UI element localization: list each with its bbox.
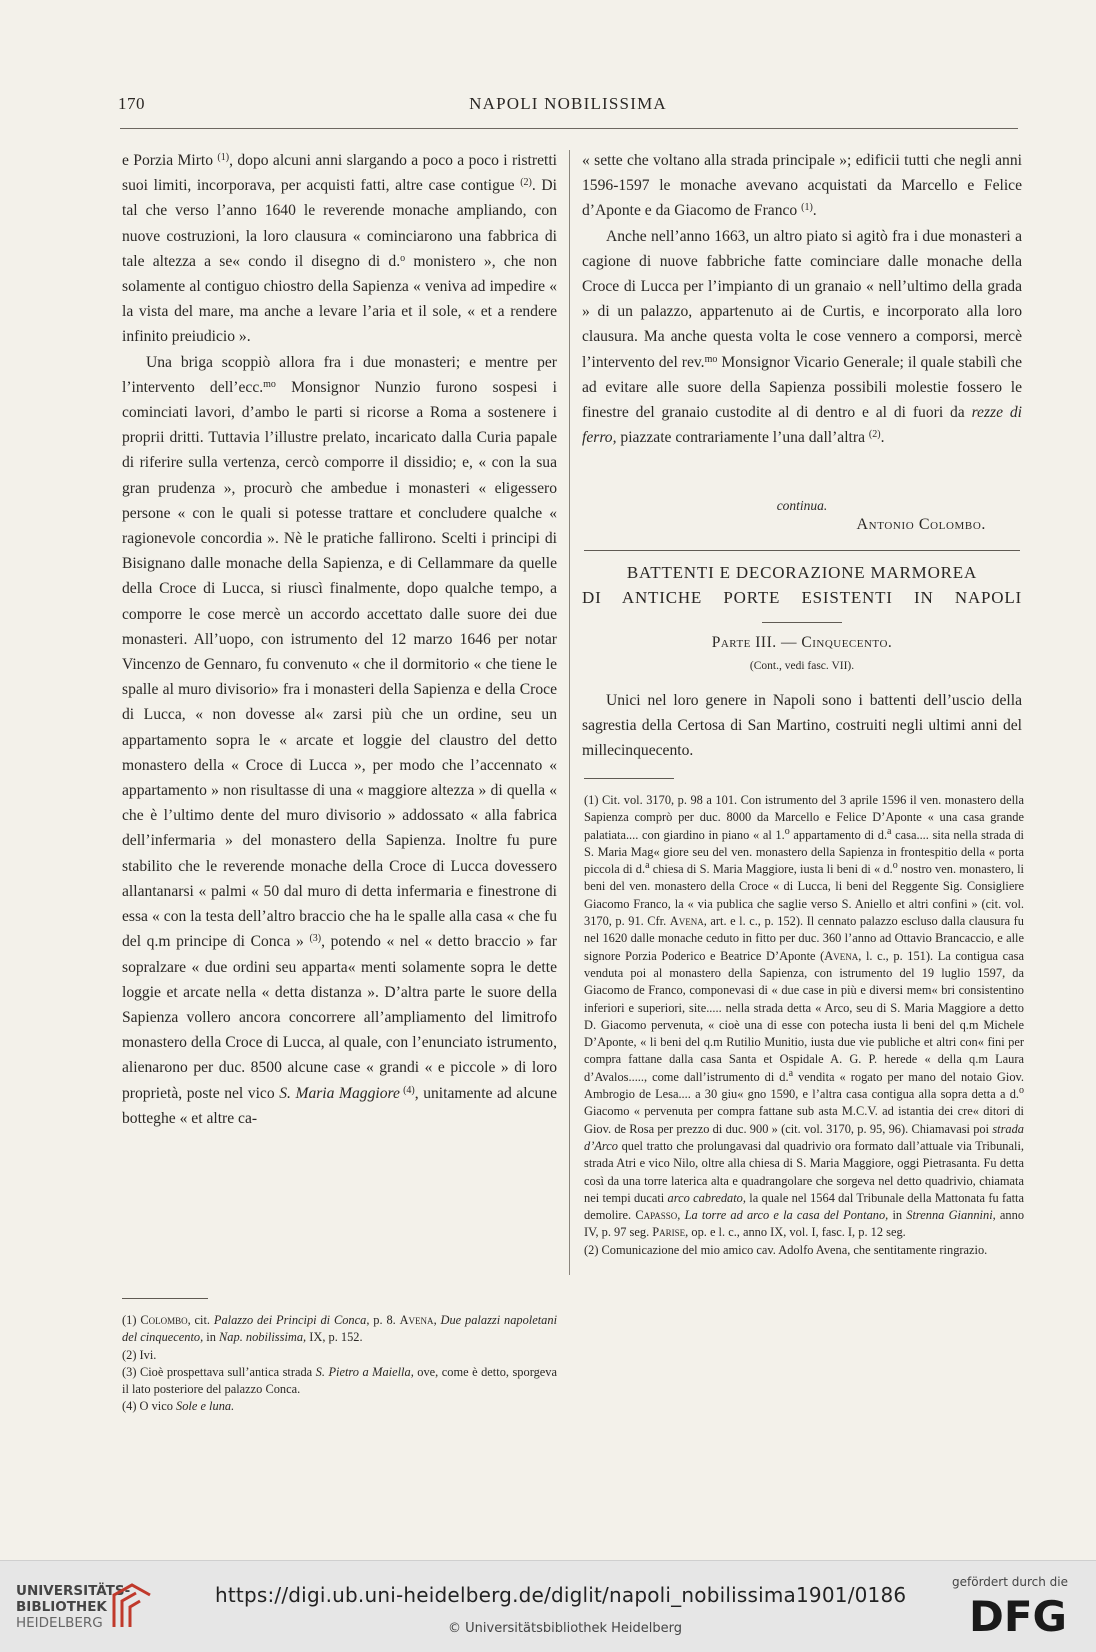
footnote-ref[interactable]: (1) xyxy=(801,202,813,214)
article-title-line: DI ANTICHE PORTE ESISTENTI IN NAPOLI xyxy=(582,588,1022,607)
right-column xyxy=(582,148,1022,450)
footnote: (2) Comunicazione del mio amico cav. Adolfo Avena, che sentitamente ringrazio. xyxy=(584,1242,988,1257)
section-rule xyxy=(584,550,1020,551)
paragraph: Una briga scoppiò allora fra i due monasteri; e mentre per l’intervento dell’ecc.$^{mo}$ Monsignor Nunzio furono sospesi i cominciati lavori, d’ambo le parti si ricorse a Roma a sostenere i proprii dritti. Tuttavia l’illustre prelato, incaricato dalla Curia papale di riferire sulla vertenza, cercò comporre il dissidio; e, « con la sua gran prudenza », procurò che ambedue i monasteri « eligessero persone « con le quali si potesse trattare et concludere qualche « ragionevole concordia ». Nè le pratiche fallirono. Scelti i principi di Bisignano dalle monache della Sapienza, e di Cellammare da quelle della Croce di Lucca, si riuscì finalmente, dopo qualche tempo, a comporre le cose mercè un accordo accettato dalle suore dei due monasteri. All’uopo, con istrumento del 12 marzo 1646 per notar Vincenzo de Gennaro, fu convenuto « che il dormitorio « che tiene le spalle al muro divisorio» fra i monasteri della Sapienza e della Croce di Lucca, « non dovesse al« zarsi più che un ordine, seu un appartamento sopra le « arcate et loggie del claustro del detto monastero della « Croce di Lucca », per modo che l’accennato « appartamento » non risultasse di una « maggiore altezza » di quella « che è l’ultimo dente del muro divisorio » addossato « alla fabrica dell’infermaria » del monastero della Sapienza. Inoltre fu pure stabilito che le reverende monache della Croce di Lucca dovessero allantanarsi « palmi « 50 dal muro di detta infermaria e finestrone di essa « con la testa dell’altro braccio che ha le spalle alla casa « che fu del q.m principe di Conca » $^{(3)}$, potendo « nel « detto braccio » far sopralzare « due ordini seu apparta« menti solamente sopra le dette loggie et arcate nella « detta distanza ». D’altra parte le suore della Sapienza vollero ancora concorrere all’ampliamento del limitrofo monastero della Croce di Lucca, al quale, con l’enunciato istrumento, alienarono per duc. 8500 alcune case « grandi « e piccole » di loro proprietà, poste nel vico S. Maria Maggiore $^{(4)}$, unitamente ad alcune botteghe « et altre ca- xyxy=(122,353,557,1127)
funding-label: gefördert durch die xyxy=(952,1575,1068,1589)
footnote: (3) Cioè prospettava sull’antica strada S. Pietro a Maiella, ove, come è detto, sporgeva il lato posteriore del palazzo Conca. xyxy=(122,1364,557,1397)
viewer-footer xyxy=(0,1560,1096,1652)
left-column xyxy=(122,148,557,1131)
paragraph: « sette che voltano alla strada principale »; edificii tutti che negli anni 1596-1597 le monache avevano acquistati da Marcello e Felice d’Aponte e da Giacomo de Franco $^{(1)}$. xyxy=(582,152,1022,220)
footnote-rule xyxy=(122,1298,208,1299)
paragraph: Anche nell’anno 1663, un altro piato si agitò fra i due monasteri a cagione di nuove fabbriche fatte cominciare dalle monache della Croce di Lucca per l’impianto di un granaio « nell’ultimo della grada » di un palazzo, appartenuto ai de Curtis, e incorporato alla loro clausura. Ma anche questa volta le cose vennero a comporsi, mercè l’intervento del rev.$^{mo}$ Monsignor Vicario Generale; il quale stabilì che ad evitare alle suore della Sapienza possibili molestie fossero le finestre del granaio custodite al di dentro e al di fuori da rezze di ferro, piazzate contrariamente l’una dall’altra $^{(2)}$. xyxy=(582,227,1023,447)
footnote-ref[interactable]: (2) xyxy=(520,177,532,189)
part-heading: Parte III. — Cinquecento. xyxy=(711,634,893,651)
running-title: NAPOLI NOBILISSIMA xyxy=(469,94,667,113)
footnotes-left xyxy=(122,1312,557,1416)
article-title xyxy=(582,560,1022,610)
footnote: (4) O vico Sole e luna. xyxy=(122,1399,235,1414)
document-url-link[interactable]: https://digi.ub.uni-heidelberg.de/diglit/napoli_nobilissima1901/0186 xyxy=(215,1583,907,1607)
article-intro xyxy=(582,688,1022,763)
footnote-ref[interactable]: (3) xyxy=(309,933,322,945)
title-rule xyxy=(762,622,842,623)
column-divider xyxy=(569,150,570,1275)
author-signature: Antonio Colombo. xyxy=(856,516,986,533)
copyright-notice: © Universitätsbibliothek Heidelberg xyxy=(448,1621,683,1636)
paragraph: Unici nel loro genere in Napoli sono i battenti dell’uscio della sagrestia della Certosa di San Martino, costruiti negli ultimi anni del millecinquecento. xyxy=(582,692,1022,759)
footnote: (2) Ivi. xyxy=(122,1347,157,1362)
library-mark-icon xyxy=(110,1581,154,1631)
part-note: (Cont., vedi fasc. VII). xyxy=(749,660,855,672)
page-number: 170 xyxy=(118,94,145,113)
footnote-ref[interactable]: (2) xyxy=(868,429,881,441)
dfg-logo-text: DFG xyxy=(968,1593,1068,1637)
library-logo[interactable]: UNIVERSITÄTS- BIBLIOTHEK HEIDELBERG xyxy=(16,1583,131,1631)
header-rule xyxy=(120,128,1018,129)
footnotes-right xyxy=(584,792,1024,1259)
paragraph: e Porzia Mirto $^{(1)}$, dopo alcuni anni slargando a poco a poco i ristretti suoi limiti, incorporava, per acquisti fatti, altre case contigue $^{(2)}$. Di tal che verso l’anno 1640 le reverende monache ampliando, con nuove costruzioni, la loro clausura « cominciarono una fabbrica di tale altezza a se« condo il disegno di d.$^o$ monistero », che non solamente al contiguo chiostro della Sapienza « veniva ad impedire « la vista del mare, ma anche a levare l’aria et il sole, « et a rendere infinito preiudicio ». xyxy=(122,152,557,346)
page-header xyxy=(118,94,1018,124)
article-title-line: BATTENTI E DECORAZIONE MARMOREA xyxy=(626,563,978,582)
footnote: (1) Cit. vol. 3170, p. 98 a 101. Con istrumento del 3 aprile 1596 il ven. monastero della Sapienza comprò per duc. 8000 da Marcello e Felice D’Aponte « una casa grande palatiata.... con giardino in piano « al 1.$^o$ appartamento di d.$^a$ casa.... sita nella strada di S. Maria Mag« giore seu del ven. monastero della Sapienza in frontespitio della « porta piccola di d.$^a$ chiesa di S. Maria Maggiore, iusta li beni di « d.$^o$ nostro ven. monastero, li beni del ven. monastero della Croce « di Lucca, li beni del Reggente Sig. Consigliere Giacomo Franco, la « via publica che saglie verso S. Aniello et altri confini » (cit. vol. 3170, p. 91. Cfr. Avena, art. e l. c., p. 152). Il cennato palazzo escluso dalla clausura fu nel 1620 dalle monache ceduto in fitto per duc. 360 l’anno ad Ottavio Brancaccio, e alle signore Porzia Poderico e Beatrice D’Aponte (Avena, l. c., p. 151). La contigua casa venduta poi al monastero della Sapienza, con istrumento del 19 luglio 1597, da Giacomo de Franco, componevasi di « due case in più e diversi mem« bri consistentino inferiori e superiori, site..... nella strada detta « Arco, seu di S. Maria Maggiore a detto D. Giacomo pervenuta, « cioè una di esse con potecha iusta li beni del q.m Michele D’Aponte, « li beni del q.m Rutilio Munitio, iusta due vie publiche et altri con« fini per compra fattane dalla casa Santa et Ospidale A. G. P. herede « della q.m Laura d’Avalos....., come dall’istrumento di d.$^a$ vendita « rogato per mano del notaio Giov. Ambrogio de Lesa.... a 30 giu« gno 1590, e l’altra casa contigua alla sopra detta a d.$^o$ Giacomo « pervenuta per compra fattane sub asta M.C.V. ad istantia dei cre« ditori di Giov. de Rosa per prezzo di duc. 900 » (cit. vol. 3170, p. 95, 96). Chiamavasi poi strada d’Arco quel tratto che prolungavasi dal quadrivio ora formato dall’attuale via Tribunali, strada Atri e vico Nilo, oltre alla chiesa di S. Maria Maggiore, oggi Pietrasanta. Fu detta così da una torre laterica alta e quadrangolare che sorgeva nel detto quadrivio, chiamata nei tempi ducati arco cabredato, la quale nel 1564 dal Tribunale della Mattonata fu fatta demolire. Capasso, La torre ad arco e la casa del Pontano, in Strenna Giannini, anno IV, p. 97 seg. Parise, op. e l. c., anno IX, vol. I, fasc. I, p. 12 seg. xyxy=(584,793,1025,1240)
footnote-rule xyxy=(584,778,674,779)
footnote-ref[interactable]: (1) xyxy=(217,152,230,163)
continua-note: continua. xyxy=(776,498,828,513)
dfg-logo-icon[interactable] xyxy=(966,1593,1070,1637)
footnote: (1) Colombo, cit. Palazzo dei Principi di Conca, p. 8. Avena, Due palazzi napoletani del cinquecento, in Nap. nobilissima, IX, p. 152. xyxy=(122,1313,558,1345)
footnote-ref[interactable]: (4) xyxy=(399,1084,415,1096)
